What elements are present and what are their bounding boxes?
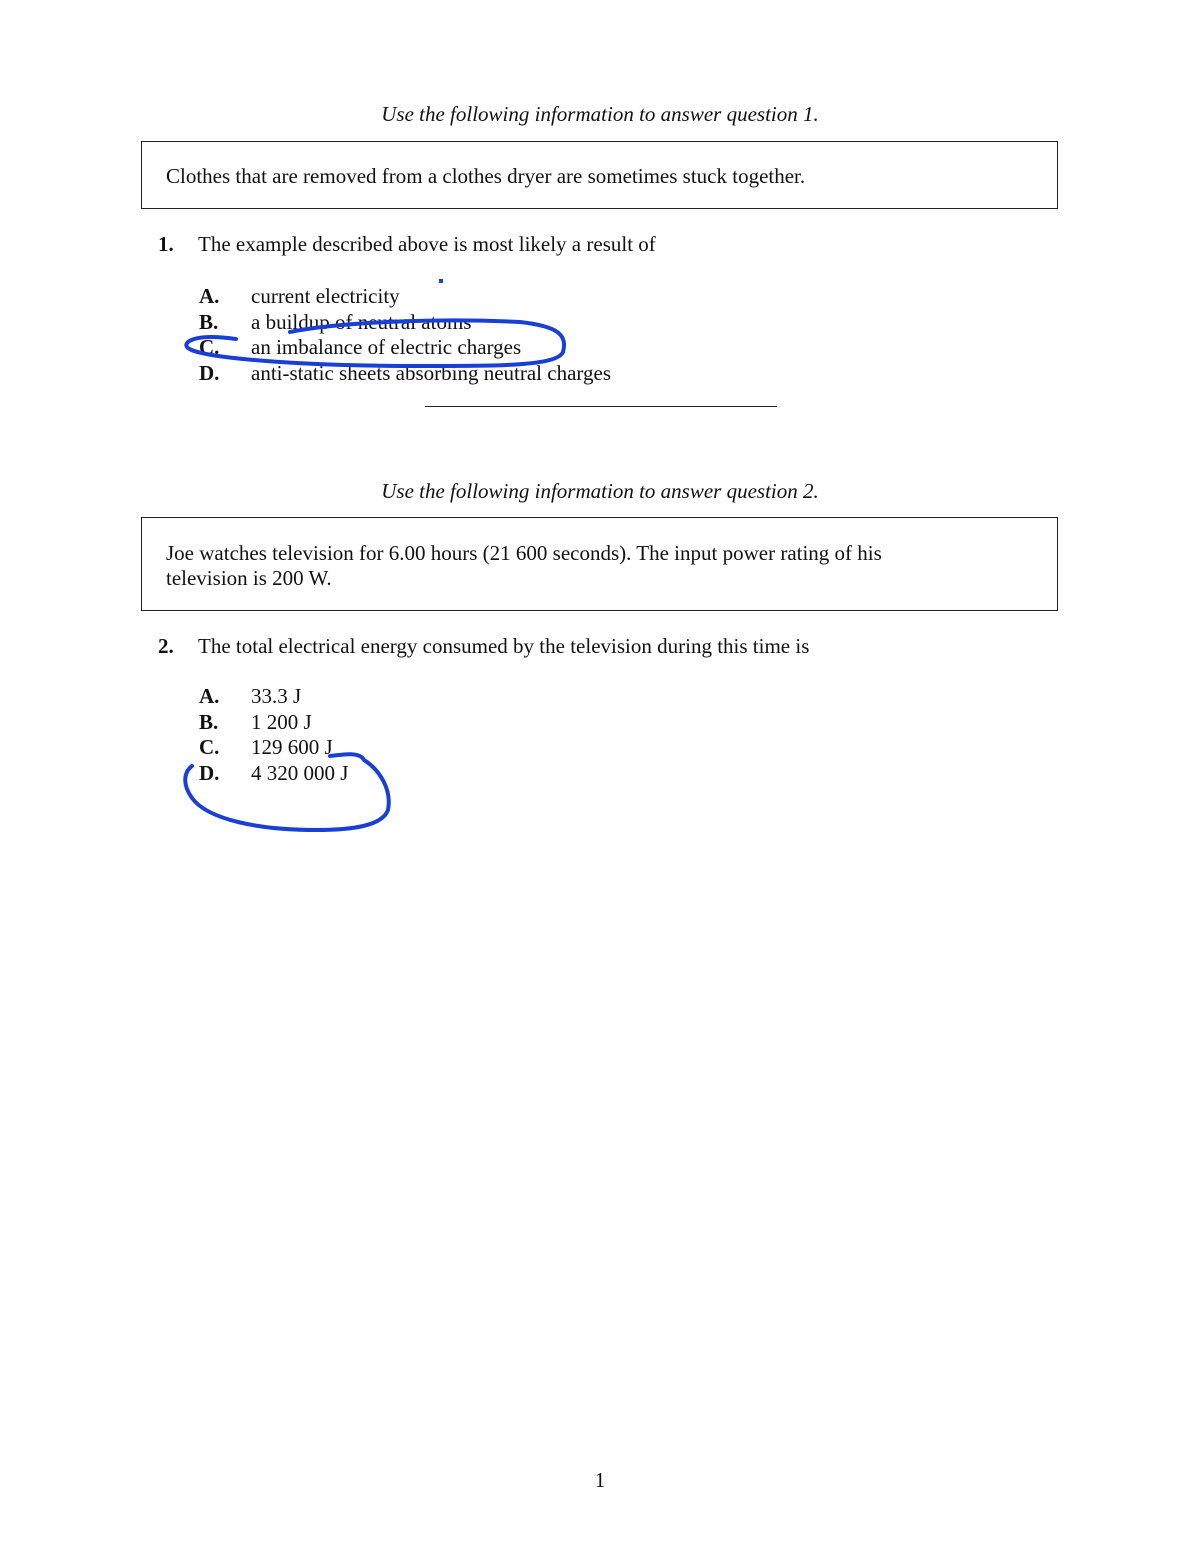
option-text: 4 320 000 J (251, 760, 349, 785)
question-2-info-line-1: Joe watches television for 6.00 hours (21 600 seconds). The input power rating of his (166, 541, 882, 565)
option-text: 1 200 J (251, 709, 312, 734)
question-2-option-b[interactable] (199, 710, 348, 736)
question-1-option-d[interactable] (199, 361, 611, 387)
option-text: a buildup of neutral atoms (251, 309, 472, 334)
question-2-option-c[interactable] (199, 735, 348, 761)
option-letter: B. (199, 309, 219, 334)
question-1-option-b[interactable] (199, 310, 611, 336)
question-1-options (199, 284, 611, 386)
question-1-stem (158, 232, 656, 257)
question-1-option-c[interactable] (199, 335, 611, 361)
option-text: 129 600 J (251, 735, 333, 759)
ink-dot (439, 279, 443, 283)
option-text: current electricity (251, 284, 400, 308)
question-2-info-box (141, 517, 1058, 611)
question-1-number: 1. (158, 232, 174, 256)
option-text: 33.3 J (251, 684, 302, 708)
question-2-option-a[interactable] (199, 684, 348, 710)
question-1-intro: Use the following information to answer question 1. (381, 102, 819, 126)
question-2-option-d[interactable] (199, 761, 348, 787)
question-1-text: The example described above is most likely a result of (198, 232, 656, 256)
question-2-options (199, 684, 348, 786)
option-letter: C. (199, 335, 220, 359)
option-text: an imbalance of electric charges (251, 335, 522, 359)
option-letter: B. (199, 709, 219, 734)
option-letter: C. (199, 735, 220, 759)
option-letter: D. (199, 760, 220, 785)
question-2-intro: Use the following information to answer question 2. (381, 479, 819, 503)
question-2-text: The total electrical energy consumed by the television during this time is (198, 634, 810, 658)
section-divider (425, 406, 777, 407)
option-text: anti-static sheets absorbing neutral charges (251, 360, 611, 385)
question-2-stem (158, 634, 809, 659)
question-1-info-text: Clothes that are removed from a clothes dryer are sometimes stuck together. (166, 164, 806, 188)
question-1-info-box (141, 141, 1058, 209)
option-letter: A. (199, 284, 220, 308)
option-letter: A. (199, 684, 220, 708)
question-1-option-a[interactable] (199, 284, 611, 310)
question-2-number: 2. (158, 634, 174, 658)
question-2-info-line-2: television is 200 W. (166, 566, 332, 590)
option-letter: D. (199, 360, 220, 385)
page-number: 1 (594, 1468, 606, 1492)
